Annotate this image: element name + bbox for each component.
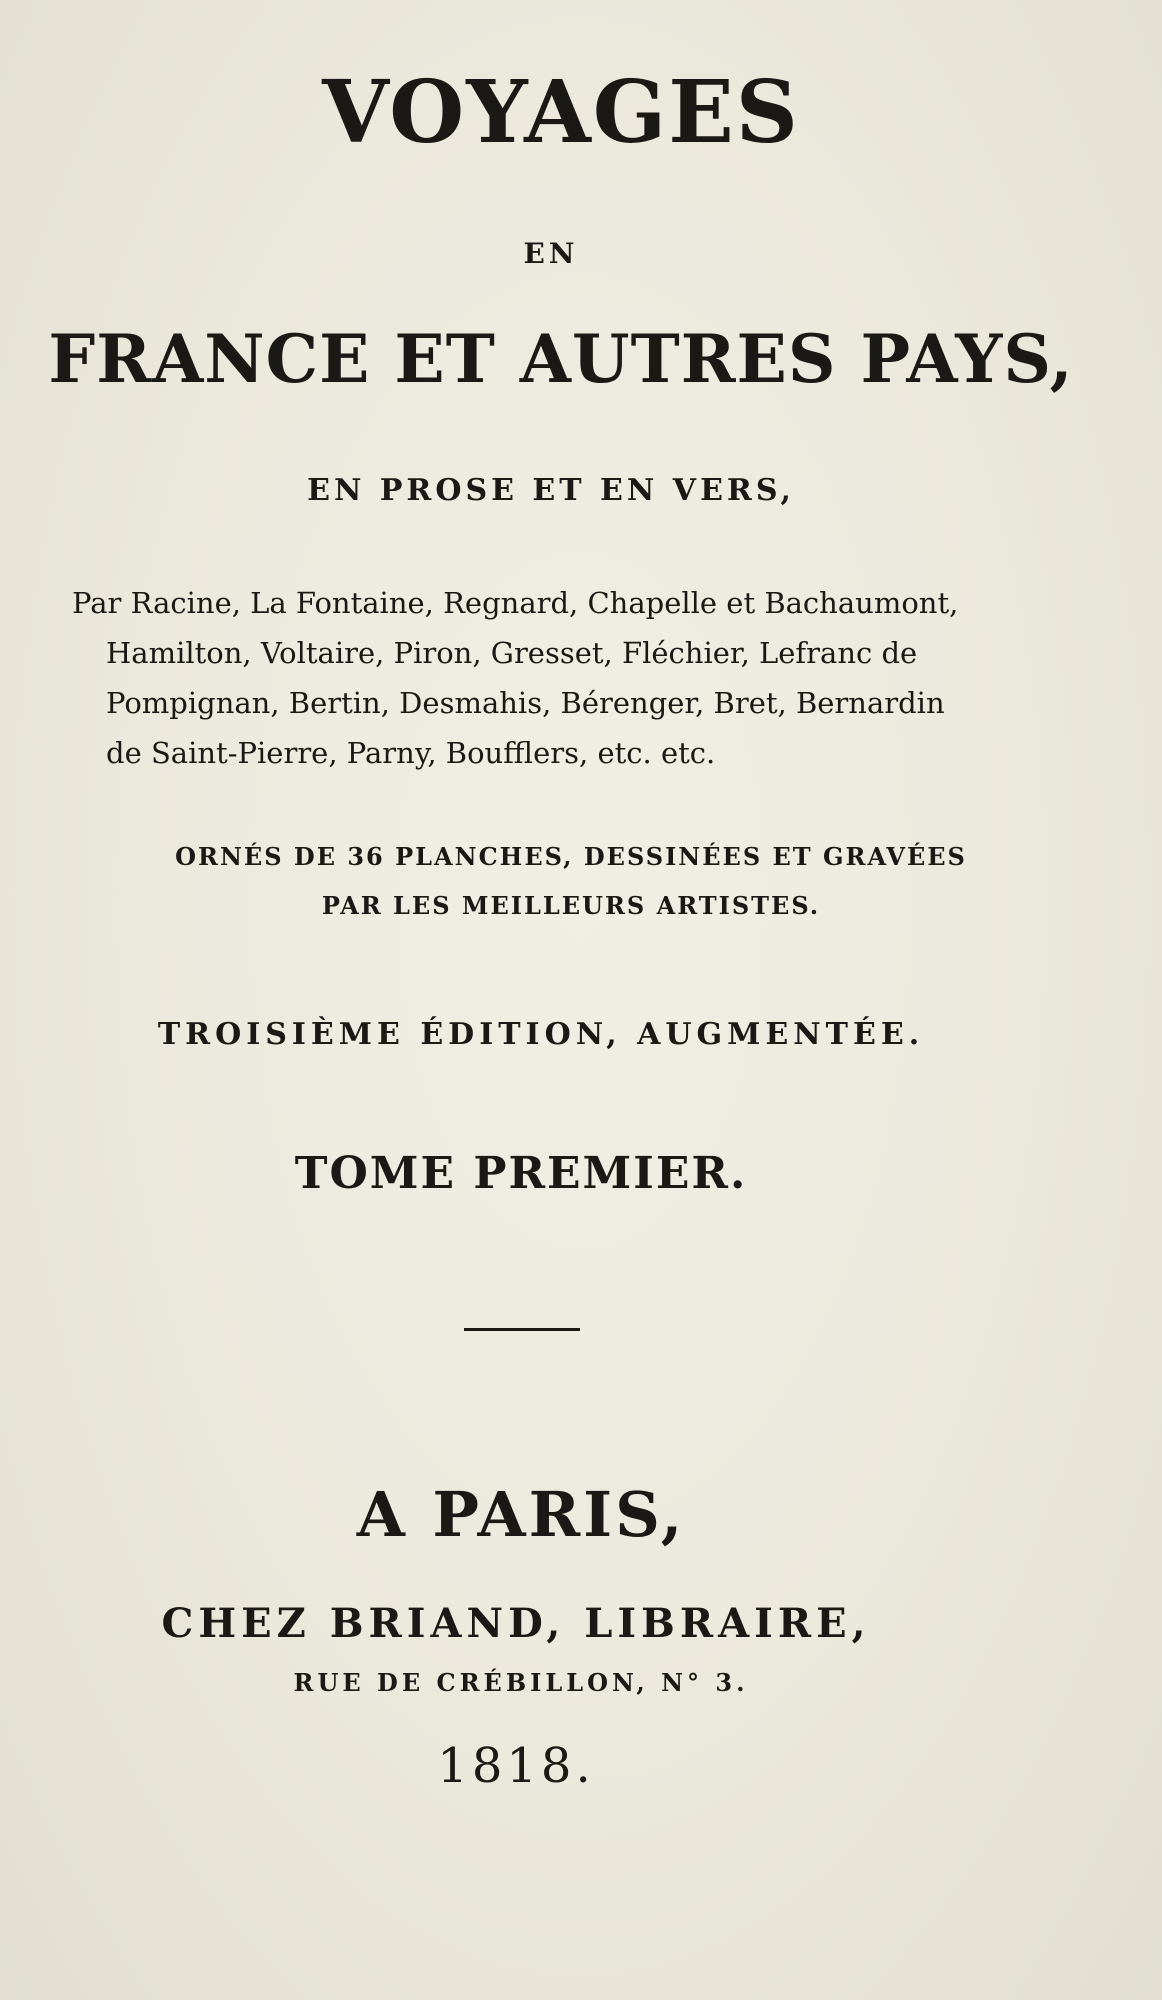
divider-rule (464, 1328, 580, 1331)
authors-line-3: Pompignan, Bertin, Desmahis, Bérenger, Bret, Bernardin (106, 686, 945, 720)
imprint-city: A PARIS, (356, 1478, 686, 1551)
authors-line-1: Par Racine, La Fontaine, Regnard, Chapelle et Bachaumont, (72, 586, 959, 620)
title-connector: EN (523, 237, 579, 270)
authors-line-2: Hamilton, Voltaire, Piron, Gresset, Fléchier, Lefranc de (106, 636, 918, 670)
illustrations-line-1: ORNÉS DE 36 PLANCHES, DESSINÉES ET GRAVÉES (175, 842, 967, 871)
imprint-year: 1818. (437, 1738, 595, 1794)
authors-list (72, 578, 1032, 778)
book-title: VOYAGES (322, 62, 800, 163)
illustrations-line-2: PAR LES MEILLEURS ARTISTES. (321, 891, 821, 920)
imprint-publisher: CHEZ BRIAND, LIBRAIRE, (161, 1600, 871, 1647)
imprint-address: RUE DE CRÉBILLON, N° 3. (293, 1668, 749, 1697)
book-subtitle: FRANCE ET AUTRES PAYS, (48, 320, 1074, 398)
edition-line: TROISIÈME ÉDITION, AUGMENTÉE. (157, 1017, 925, 1052)
authors-line-4: de Saint-Pierre, Parny, Boufflers, etc. etc. (106, 736, 716, 770)
form-line: EN PROSE ET EN VERS, (307, 473, 795, 508)
volume-line: TOME PREMIER. (294, 1148, 748, 1199)
